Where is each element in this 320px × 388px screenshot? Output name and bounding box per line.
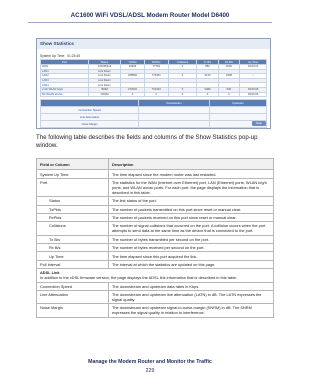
stats-row: [41, 92, 267, 97]
table-row: [37, 304, 274, 317]
stats-cell: 3389: [197, 87, 218, 92]
field-name: Poll Interval: [37, 260, 109, 268]
field-name: Port: [37, 178, 109, 196]
table-row: [37, 178, 274, 196]
field-name: Status: [37, 197, 109, 205]
stats-cell: Link Down: [88, 78, 120, 83]
adsl-cell: [139, 114, 210, 121]
stats-cell: 3308: [218, 74, 240, 79]
stats-col-header: RxPkts: [144, 60, 168, 65]
adsl-cell: [139, 107, 210, 114]
uptime-label: System Up Time:: [40, 54, 66, 58]
stats-cell: 19996: [121, 65, 145, 70]
adsl-row: [41, 121, 267, 128]
stats-port-label: LAN4: [41, 83, 89, 88]
field-name: Rx B/s: [37, 244, 109, 252]
field-description: The link status of the port.: [109, 197, 274, 205]
stats-cell: 373032: [121, 87, 145, 92]
field-description: The time elapsed since the modem router was last restarted.: [109, 170, 274, 178]
stats-cell: 3006: [218, 65, 240, 70]
stats-cell: 1300M: [88, 92, 120, 97]
table-row: [37, 252, 274, 260]
show-statistics-screenshot: [36, 38, 271, 129]
section-text: In addition to the xDSL firmware version, the page displays the ADSL link information that is described in this table.: [40, 275, 238, 281]
fields-table: [36, 158, 274, 318]
stats-cell: 0: [168, 87, 197, 92]
stats-cell: 188566: [121, 74, 145, 79]
uptime-value: 01:23:45: [67, 54, 80, 58]
field-name: System Up Time: [37, 170, 109, 178]
stats-cell: 300M: [88, 87, 120, 92]
stats-cell: Link Down: [88, 83, 120, 88]
table-row: [37, 290, 274, 303]
adsl-row-label: Noise Margin: [41, 121, 139, 128]
table-row: [37, 222, 274, 235]
stats-cell: --: [240, 74, 267, 79]
field-description: The downstream and upstream line attenuation (LATN) in dB. The LATN expresses the signal quality.: [109, 290, 274, 303]
field-name: Noise Margin: [37, 304, 109, 317]
stats-cell: 776451: [144, 74, 168, 79]
table-row: [37, 260, 274, 268]
stats-cell: 77784: [144, 65, 168, 70]
stats-port-label: WAN: [41, 65, 89, 70]
section-row: [37, 269, 274, 282]
stats-port-label: LAN2: [41, 74, 89, 79]
field-description: The number of bytes received per second on the port.: [109, 244, 274, 252]
table-row: [37, 205, 274, 213]
field-description: The downstream and upstream signal-to-noise-margin (SNRM) in dB. The SNRM expresses the signal quality in relation to interference.: [109, 304, 274, 317]
field-description: The downstream and upstream data rates in Kbps.: [109, 282, 274, 290]
table-row: [37, 213, 274, 221]
field-name: Collisions: [37, 222, 109, 235]
stats-cell: 1000M/Full: [88, 65, 120, 70]
field-name: TxPkts: [37, 205, 109, 213]
field-name: Tx B/s: [37, 235, 109, 243]
intro-paragraph: The following table describes the fields and columns of the Show Statistics pop-up window.: [36, 134, 258, 149]
table-row: [37, 197, 274, 205]
popup-title: Show Statistics: [37, 39, 270, 49]
stats-cell: 03:00:04: [240, 65, 267, 70]
stats-cell: Link Down: [88, 74, 120, 79]
stats-port-label: LAN3: [41, 78, 89, 83]
stats-cell: 882: [197, 65, 218, 70]
stats-cell: 03:00:06: [240, 87, 267, 92]
adsl-cell: [209, 114, 266, 121]
adsl-row-label: Line Attenuation: [41, 114, 139, 121]
table-row: [37, 235, 274, 243]
table-row: [37, 170, 274, 178]
field-name: Up Time: [37, 252, 109, 260]
stop-button[interactable]: Stop: [252, 121, 266, 126]
adsl-cell: [209, 107, 266, 114]
page-number: 229: [145, 368, 155, 374]
col-field-header: Field or Column: [37, 159, 109, 170]
footer-title: Manage the Modem Router and Monitor the Traffic: [88, 359, 212, 365]
page-header: AC1600 WiFi VDSL/ADSL Modem Router Model D6400: [70, 12, 230, 19]
stats-col-header: Status: [88, 60, 120, 65]
adsl-col-header: [41, 100, 139, 107]
stats-col-header: Collisions: [168, 60, 197, 65]
stats-cell: 03:00:06: [240, 92, 267, 97]
adsl-col-header: Upstream: [209, 100, 266, 107]
stats-cell: 630: [218, 87, 240, 92]
stats-cell: Link Down: [88, 69, 120, 74]
stats-cell: 3140: [197, 74, 218, 79]
stats-cell: 0: [197, 92, 218, 97]
stats-cell: 0: [168, 65, 197, 70]
field-name: RxPkts: [37, 213, 109, 221]
popup-uptime: [40, 54, 80, 58]
adsl-row: [41, 107, 267, 114]
adsl-row: [41, 114, 267, 121]
field-description: The number of packets received on this port since reset or manual clear.: [109, 213, 274, 221]
stats-cell: 0: [168, 92, 197, 97]
table-row: [37, 244, 274, 252]
stats-cell: 701343: [144, 87, 168, 92]
stats-cell: 0: [168, 74, 197, 79]
section-cell: [37, 269, 274, 282]
field-name: Connection Speed: [37, 282, 109, 290]
field-description: The number of packets transmitted on this port since reset or manual clear.: [109, 205, 274, 213]
field-description: The statistics for the WAN (Internet over Ethernet) port, LAN (Ethernet) ports, WLAN b/g/n ports, and WLAN a/n/ac ports. For each port, the page displays the information that is described in this table.: [109, 178, 274, 196]
adsl-cell: [139, 121, 210, 128]
field-description: The time elapsed since this port acquired the link.: [109, 252, 274, 260]
adsl-row-label: Connection Speed: [41, 107, 139, 114]
stats-port-label: 5G WLAN a/n/ac: [41, 92, 89, 97]
stats-port-label: 2.4G WLAN b/g/n: [41, 87, 89, 92]
field-description: The interval at which the statistics are updated on this page.: [109, 260, 274, 268]
port-stats-table: [40, 59, 267, 97]
stats-cell: 0: [218, 92, 240, 97]
adsl-stats-table: [40, 99, 267, 128]
stats-cell: 0: [144, 92, 168, 97]
stats-col-header: TxPkts: [121, 60, 145, 65]
stats-cell: 0: [121, 92, 145, 97]
field-description: The number of bytes transmitted per second on the port.: [109, 235, 274, 243]
section-title: ADSL Link: [40, 270, 60, 276]
stats-port-label: LAN1: [41, 69, 89, 74]
header-divider: [28, 22, 272, 23]
adsl-col-header: Downstream: [139, 100, 210, 107]
stats-col-header: Rx B/s: [218, 60, 240, 65]
stats-col-header: Up Time: [240, 60, 267, 65]
field-description: The number of signal collisions that occurred on the port. A collision occurs when the port attempts to send data at the same time as the device that is connected to the port.: [109, 222, 274, 235]
field-name: Line Attenuation: [37, 290, 109, 303]
col-desc-header: Description: [109, 159, 274, 170]
table-row: [37, 282, 274, 290]
stats-col-header: Port: [41, 60, 89, 65]
stats-col-header: Tx B/s: [197, 60, 218, 65]
